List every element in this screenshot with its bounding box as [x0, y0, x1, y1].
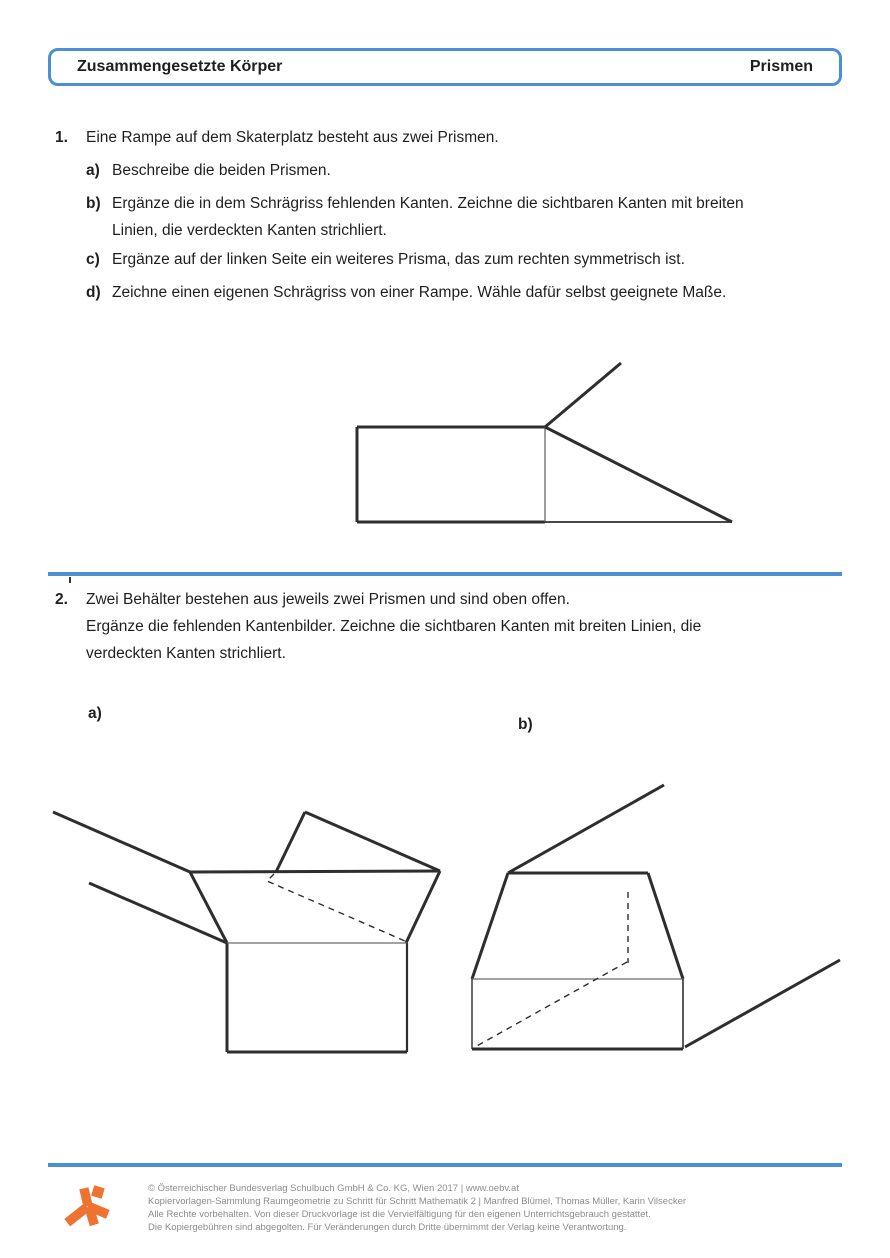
fig2b-right-slant — [648, 873, 683, 979]
fig2a-lid-top-edge — [305, 812, 440, 871]
fig2a-left-edge-lower — [89, 883, 227, 943]
task2-text-line2: Ergänze die fehlenden Kantenbilder. Zeichne die sichtbaren Kanten mit breiten Linien, die — [86, 618, 702, 635]
section-divider — [48, 572, 842, 576]
footer-line-1: © Österreichischer Bundesverlag Schulbuch GmbH & Co. KG, Wien 2017 | www.oebv.at — [148, 1183, 519, 1194]
task1-intro: Eine Rampe auf dem Skaterplatz besteht aus zwei Prismen. — [86, 129, 499, 146]
task1-item-a-text: Beschreibe die beiden Prismen. — [112, 162, 331, 179]
task2-label-a: a) — [88, 705, 102, 722]
footer-line-4: Die Kopiergebühren sind abgegolten. Für Veränderungen durch Dritte übernimmt der Verlag keine Verantwortung. — [148, 1222, 627, 1233]
task1-item-a-label: a) — [86, 162, 100, 179]
task2-label-b: b) — [518, 716, 533, 733]
header-box — [48, 48, 842, 86]
fig1-ramp-hypotenuse — [545, 427, 732, 522]
fig2a-funnel-left-slant — [190, 872, 227, 943]
stray-mark — [69, 577, 71, 583]
task1-item-b-text-line2: Linien, die verdeckten Kanten strichliert. — [112, 222, 387, 239]
task1-item-c-label: c) — [86, 251, 100, 268]
fig2b-right-long-edge — [685, 960, 840, 1047]
fig1-ramp-upper-edge — [545, 363, 621, 427]
oebv-logo-icon — [62, 1180, 112, 1230]
footer-line-3: Alle Rechte vorbehalten. Von dieser Druckvorlage ist die Vervielfältigung für den eigenen Unterrichtsgebrauch gestattet. — [148, 1209, 651, 1220]
page-subtitle: Prismen — [749, 58, 813, 75]
task2-text-line1: Zwei Behälter bestehen aus jeweils zwei Prismen und sind oben offen. — [86, 591, 570, 608]
task1-number: 1. — [55, 129, 68, 146]
task1-item-c-text: Ergänze auf der linken Seite ein weiteres Prisma, das zum rechten symmetrisch ist. — [112, 251, 685, 268]
footer-divider — [48, 1163, 842, 1167]
page-title: Zusammengesetzte Körper — [77, 58, 283, 75]
fig2a-rim-top-edge — [190, 871, 440, 872]
fig2b-left-slant — [472, 873, 508, 979]
fig2a-hidden-edge — [267, 874, 405, 941]
fig2b-left-long-edge — [508, 785, 664, 873]
fig2a-funnel-right-slant — [406, 871, 440, 943]
task1-item-b-label: b) — [86, 195, 101, 212]
task2-text-line3: verdeckten Kanten strichliert. — [86, 645, 286, 662]
task2-number: 2. — [55, 591, 68, 608]
fig2a-lid-left-edge — [276, 812, 305, 872]
task1-item-b-text-line1: Ergänze die in dem Schrägriss fehlenden Kanten. Zeichne die sichtbaren Kanten mit breiten — [112, 195, 744, 212]
fig2a-left-edge-upper — [53, 812, 190, 872]
footer-line-2: Kopiervorlagen-Sammlung Raumgeometrie zu Schritt für Schritt Mathematik 2 | Manfred Blümel, Thomas Müller, Karin Vilsecker — [148, 1196, 687, 1207]
fig2b-hidden-diagonal — [475, 962, 627, 1047]
task1-item-d-label: d) — [86, 284, 101, 301]
task1-item-d-text: Zeichne einen eigenen Schrägriss von einer Rampe. Wähle dafür selbst geeignete Maße. — [112, 284, 727, 301]
